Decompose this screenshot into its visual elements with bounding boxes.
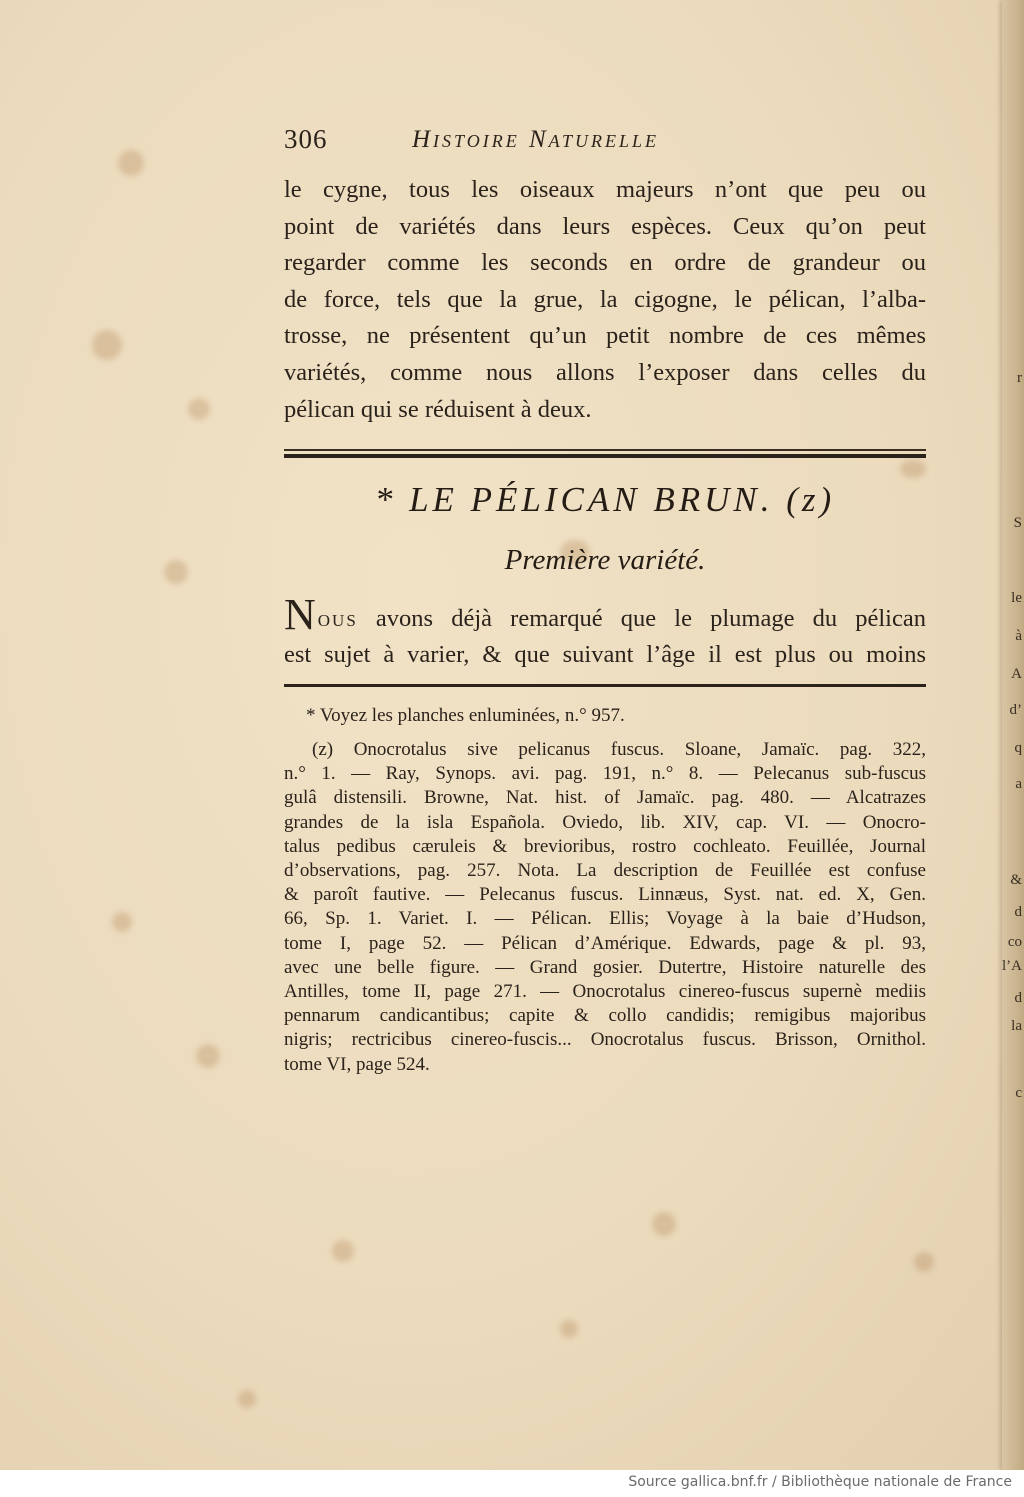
footnote-line: & paroît fautive. — Pelecanus fuscus. Linnæus, Syst. nat. ed. X, Gen. xyxy=(284,884,926,906)
facing-page-edge xyxy=(1002,0,1024,1470)
divider-thick-line xyxy=(284,454,926,458)
facing-page-fragment: c xyxy=(1015,1085,1022,1101)
foxing-spot xyxy=(560,1320,578,1338)
running-head xyxy=(284,124,924,164)
facing-page-fragment: d xyxy=(1014,904,1022,920)
lead-line-1 xyxy=(284,590,926,639)
lead-smallcaps: ous xyxy=(317,605,358,632)
foxing-spot xyxy=(164,560,188,584)
foxing-spot xyxy=(196,1044,220,1068)
section-divider xyxy=(284,449,926,459)
text-line: point de variétés dans leurs espèces. Ceux qu’on peut xyxy=(284,212,926,240)
footnote-line: avec une belle figure. — Grand gosier. Dutertre, Histoire naturelle des xyxy=(284,956,926,978)
facing-page-fragment: la xyxy=(1011,1018,1022,1034)
divider-thin-line xyxy=(284,449,926,451)
footnote-z xyxy=(284,738,926,1077)
section-title: * LE PÉLICAN BRUN. (z) xyxy=(374,480,836,519)
foxing-spot xyxy=(188,398,210,420)
facing-page-fragment: d xyxy=(1014,990,1022,1006)
drop-cap: N xyxy=(284,590,316,639)
facing-page-fragment: A xyxy=(1011,666,1022,682)
running-head-title: Histoire Naturelle xyxy=(412,126,659,153)
text-line: pélican qui se réduisent à deux. xyxy=(284,395,592,423)
text-line: regarder comme les seconds en ordre de grandeur ou xyxy=(284,249,926,277)
footer-bar xyxy=(0,1470,1024,1497)
text-line: de force, tels que la grue, la cigogne, le pélican, l’alba- xyxy=(284,285,926,313)
page-number: 306 xyxy=(284,124,328,154)
intro-paragraph xyxy=(284,172,926,428)
facing-page-fragment: a xyxy=(1015,776,1022,792)
lead-line-2: est sujet à varier, & que suivant l’âge il est plus ou moins xyxy=(284,641,926,668)
footnote-star: * Voyez les planches enluminées, n.° 957. xyxy=(306,705,625,726)
facing-page-fragment: le xyxy=(1011,590,1022,606)
foxing-spot xyxy=(332,1240,354,1262)
footnote-divider xyxy=(284,684,926,687)
source-credit: Source gallica.bnf.fr / Bibliothèque nationale de France xyxy=(628,1474,1012,1490)
foxing-spot xyxy=(238,1390,256,1408)
foxing-spot xyxy=(914,1252,934,1272)
foxing-spot xyxy=(92,330,122,360)
facing-page-fragment: l’A xyxy=(1002,958,1022,974)
facing-page-fragment: q xyxy=(1014,740,1022,756)
foxing-spot xyxy=(900,460,926,478)
footnote-line: pennarum candicantibus; capite & collo candidis; remigibus majoribus xyxy=(284,1005,926,1027)
footnote-line: n.° 1. — Ray, Synops. avi. pag. 191, n.° 8. — Pelecanus sub-fuscus xyxy=(284,763,926,785)
facing-page-fragment: & xyxy=(1010,872,1022,888)
footnote-line: gulâ distensili. Browne, Nat. hist. of Jamaïc. pag. 480. — Alcatrazes xyxy=(284,787,926,809)
facing-page-fragment: co xyxy=(1007,934,1022,950)
footnote-line: tome VI, page 524. xyxy=(284,1053,430,1075)
text-line: le cygne, tous les oiseaux majeurs n’ont que peu ou xyxy=(284,176,926,203)
footnote-line: nigris; rectricibus cinereo-fuscis... Onocrotalus fuscus. Brisson, Ornithol. xyxy=(284,1029,926,1051)
section-subtitle: Première variété. xyxy=(504,544,706,576)
footnote-line: talus pedibus cæruleis & brevioribus, rostro cochleato. Feuillée, Journal xyxy=(284,835,926,857)
footnote-line: 66, Sp. 1. Variet. I. — Pélican. Ellis; Voyage à la baie d’Hudson, xyxy=(284,908,926,930)
facing-page-fragment: r xyxy=(1017,370,1022,386)
footnote-line: d’observations, pag. 257. Nota. La description de Feuillée est confuse xyxy=(284,860,926,882)
text-line: variétés, comme nous allons l’exposer dans celles du xyxy=(284,358,926,386)
lead-paragraph xyxy=(284,590,926,673)
footnote-line: (z) Onocrotalus sive pelicanus fuscus. Sloane, Jamaïc. pag. 322, xyxy=(312,739,926,760)
facing-page-fragment: à xyxy=(1015,628,1022,644)
facing-page-fragment: d’ xyxy=(1009,702,1022,718)
foxing-spot xyxy=(112,912,132,932)
lead-line-1-text: avons déjà remarqué que le plumage du pélican xyxy=(357,605,926,632)
facing-page-fragment: S xyxy=(1013,515,1022,531)
text-line: trosse, ne présentent qu’un petit nombre de ces mêmes xyxy=(284,322,926,350)
footnote-line: grandes de la isla Española. Oviedo, lib. XIV, cap. VI. — Onocro- xyxy=(284,811,926,833)
footnote-line: tome I, page 52. — Pélican d’Amérique. Edwards, page & pl. 93, xyxy=(284,932,926,954)
footnote-line: Antilles, tome II, page 271. — Onocrotalus cinereo-fuscus supernè mediis xyxy=(284,981,926,1003)
foxing-spot xyxy=(118,150,144,176)
foxing-spot xyxy=(652,1212,676,1236)
